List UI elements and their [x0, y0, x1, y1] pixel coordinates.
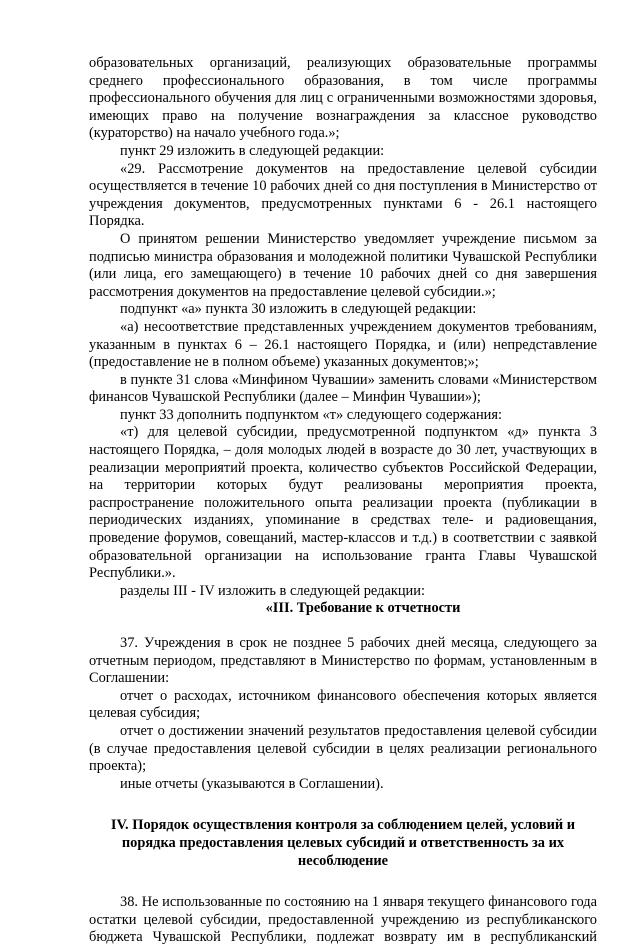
paragraph: пункт 29 изложить в следующей редакции: [120, 142, 385, 159]
paragraph: подпункт «а» пункта 30 изложить в следующей редакции: [120, 301, 477, 318]
paragraph: «29. Рассмотрение документов на предоставление целевой субсидии осуществляется в течение 10 рабочих дней со дня поступления в Министерство от учреждения документов, предусмотренных пунктами 6 - 26.1 настоящего Порядка. [89, 160, 597, 230]
paragraph: О принятом решении Министерство уведомляет учреждение письмом за подписью министра образования и молодежной политики Чувашской Республики (или лица, его замещающего) в течение 10 рабочих дней со дня завершения рассмотрения документов на предоставление целевой субсидии.»; [89, 230, 597, 300]
document-body [89, 55, 597, 947]
paragraph: «т) для целевой субсидии, предусмотренной подпунктом «д» пункта 3 настоящего Порядка, – доля молодых людей в возрасте до 30 лет, участвующих в реализации мероприятий проекта, количество субъектов Российской Федерации, на территории которых будут реализованы мероприятия проекта, распространение положительного опыта реализации проекта (публикации в периодических изданиях, упоминание в средствах теле- и радиовещания, проведение форумов, совещаний, мастер-классов и т.д.) в соответствии с заявкой образовательной организации на использование гранта Главы Чувашской Республики.». [89, 424, 597, 582]
paragraph: 37. Учреждения в срок не позднее 5 рабочих дней месяца, следующего за отчетным периодом, представляют в Министерство по формам, установленным в Соглашении: [89, 635, 597, 687]
paragraph: 38. Не использованные по состоянию на 1 января текущего финансового года остатки целевой субсидии, предоставленной учреждению из республиканского бюджета Чувашской Республики, подлежат возврату им в республиканский [89, 894, 597, 946]
paragraph: «а) несоответствие представленных учреждением документов требованиям, указанным в пунктах 6 – 26.1 настоящего Порядка, и (или) непредставление (предоставление не в полном объеме) указанных документов;»; [89, 318, 597, 371]
section-heading-4: IV. Порядок осуществления контроля за соблюдением целей, условий и порядка предоставления целевых субсидий и ответственность за их несоблюдение [110, 817, 576, 869]
paragraph: образовательных организаций, реализующих образовательные программы среднего профессионального образования, в том числе программы профессионального обучения для лиц с ограниченными возможностями здоровья, имеющих право на получение вознаграждения за классное руководство (кураторство) на начало учебного года.»; [89, 55, 597, 142]
paragraph: в пункте 31 слова «Минфином Чувашии» заменить словами «Министерством финансов Чувашской Республики (далее – Минфин Чувашии»); [89, 371, 597, 406]
paragraph: отчет о расходах, источником финансового обеспечения которых является целевая субсидия; [89, 687, 597, 722]
spacer [89, 870, 597, 894]
paragraph: пункт 33 дополнить подпунктом «т» следующего содержания: [120, 406, 502, 423]
paragraph: отчет о достижении значений результатов предоставления целевой субсидии (в случае предоставления целевой субсидии в целях реализации регионального проекта); [89, 722, 597, 775]
paragraph: иные отчеты (указываются в Соглашении). [120, 775, 384, 792]
paragraph: разделы III - IV изложить в следующей редакции: [120, 582, 425, 599]
spacer [89, 618, 597, 635]
section-heading-3: «III. Требование к отчетности [265, 600, 461, 617]
spacer [89, 793, 597, 817]
